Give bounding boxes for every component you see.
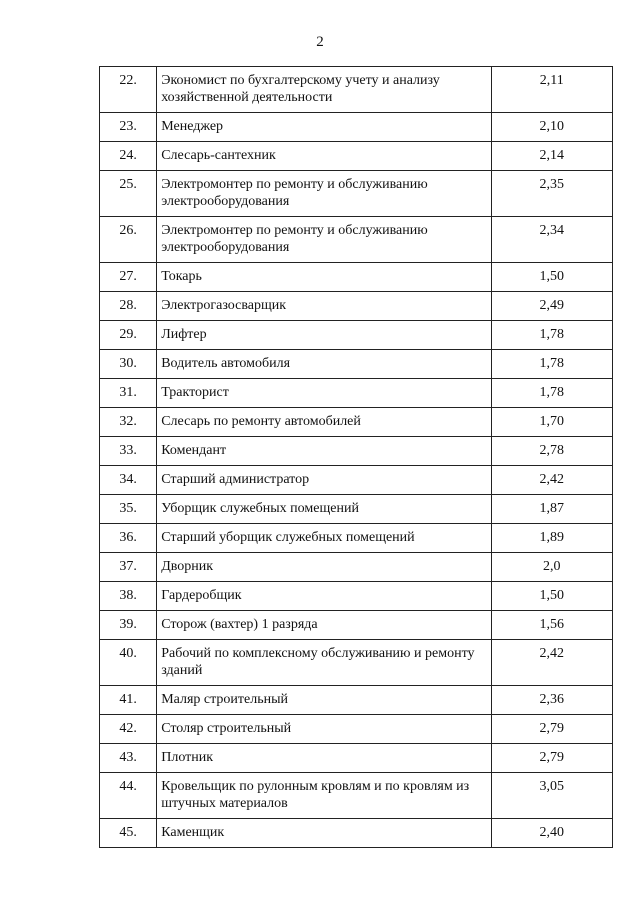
coefficient-cell: 1,87 [491, 495, 612, 524]
row-number-cell: 23. [100, 113, 157, 142]
position-name-cell: Уборщик служебных помещений [157, 495, 491, 524]
row-number-cell: 43. [100, 744, 157, 773]
position-name-cell: Каменщик [157, 819, 491, 848]
row-number-cell: 35. [100, 495, 157, 524]
coefficient-cell: 2,11 [491, 67, 612, 113]
coefficient-cell: 2,49 [491, 292, 612, 321]
position-name-cell: Токарь [157, 263, 491, 292]
position-name-cell: Лифтер [157, 321, 491, 350]
table-row [100, 408, 613, 437]
position-name-cell: Тракторист [157, 379, 491, 408]
table-row [100, 466, 613, 495]
coefficient-cell: 1,56 [491, 611, 612, 640]
coefficient-cell: 1,78 [491, 379, 612, 408]
row-number-cell: 31. [100, 379, 157, 408]
row-number-cell: 37. [100, 553, 157, 582]
table-row [100, 640, 613, 686]
table-row [100, 113, 613, 142]
row-number-cell: 27. [100, 263, 157, 292]
row-number-cell: 45. [100, 819, 157, 848]
table-row [100, 524, 613, 553]
table-row [100, 263, 613, 292]
position-name-cell: Маляр строительный [157, 686, 491, 715]
coefficient-cell: 2,34 [491, 217, 612, 263]
position-name-cell: Слесарь-сантехник [157, 142, 491, 171]
coefficient-cell: 2,78 [491, 437, 612, 466]
table-row [100, 379, 613, 408]
coefficient-cell: 2,40 [491, 819, 612, 848]
table-row [100, 744, 613, 773]
position-name-cell: Слесарь по ремонту автомобилей [157, 408, 491, 437]
position-name-cell: Старший администратор [157, 466, 491, 495]
position-name-cell: Электрогазосварщик [157, 292, 491, 321]
table-row [100, 611, 613, 640]
table-row [100, 321, 613, 350]
position-name-cell: Электромонтер по ремонту и обслуживанию электрооборудования [157, 171, 491, 217]
coefficient-cell: 2,0 [491, 553, 612, 582]
coefficient-cell: 2,10 [491, 113, 612, 142]
coefficient-cell: 1,50 [491, 263, 612, 292]
row-number-cell: 26. [100, 217, 157, 263]
coefficient-cell: 1,78 [491, 350, 612, 379]
coefficient-cell: 3,05 [491, 773, 612, 819]
row-number-cell: 36. [100, 524, 157, 553]
table-row [100, 217, 613, 263]
table-row [100, 67, 613, 113]
coefficient-cell: 2,14 [491, 142, 612, 171]
row-number-cell: 25. [100, 171, 157, 217]
coefficient-cell: 2,42 [491, 466, 612, 495]
position-name-cell: Гардеробщик [157, 582, 491, 611]
coefficient-cell: 1,70 [491, 408, 612, 437]
coefficient-cell: 2,42 [491, 640, 612, 686]
table-row [100, 553, 613, 582]
coefficient-cell: 1,50 [491, 582, 612, 611]
row-number-cell: 40. [100, 640, 157, 686]
position-name-cell: Дворник [157, 553, 491, 582]
page-number: 2 [316, 34, 324, 50]
table-row [100, 350, 613, 379]
coefficient-cell: 2,36 [491, 686, 612, 715]
row-number-cell: 30. [100, 350, 157, 379]
coefficient-cell: 1,78 [491, 321, 612, 350]
row-number-cell: 39. [100, 611, 157, 640]
table-row [100, 171, 613, 217]
row-number-cell: 42. [100, 715, 157, 744]
row-number-cell: 32. [100, 408, 157, 437]
coefficient-cell: 1,89 [491, 524, 612, 553]
table-row [100, 495, 613, 524]
row-number-cell: 38. [100, 582, 157, 611]
position-name-cell: Плотник [157, 744, 491, 773]
row-number-cell: 33. [100, 437, 157, 466]
position-name-cell: Менеджер [157, 113, 491, 142]
positions-table [99, 66, 613, 848]
row-number-cell: 34. [100, 466, 157, 495]
position-name-cell: Комендант [157, 437, 491, 466]
row-number-cell: 28. [100, 292, 157, 321]
row-number-cell: 44. [100, 773, 157, 819]
table-row [100, 142, 613, 171]
position-name-cell: Экономист по бухгалтерскому учету и анализу хозяйственной деятельности [157, 67, 491, 113]
table-row [100, 437, 613, 466]
position-name-cell: Старший уборщик служебных помещений [157, 524, 491, 553]
coefficient-cell: 2,79 [491, 744, 612, 773]
position-name-cell: Сторож (вахтер) 1 разряда [157, 611, 491, 640]
row-number-cell: 22. [100, 67, 157, 113]
table-row [100, 686, 613, 715]
row-number-cell: 29. [100, 321, 157, 350]
position-name-cell: Рабочий по комплексному обслуживанию и ремонту зданий [157, 640, 491, 686]
coefficient-cell: 2,79 [491, 715, 612, 744]
row-number-cell: 41. [100, 686, 157, 715]
coefficient-cell: 2,35 [491, 171, 612, 217]
position-name-cell: Водитель автомобиля [157, 350, 491, 379]
position-name-cell: Электромонтер по ремонту и обслуживанию электрооборудования [157, 217, 491, 263]
table-row [100, 819, 613, 848]
position-name-cell: Кровельщик по рулонным кровлям и по кровлям из штучных материалов [157, 773, 491, 819]
positions-table-body [100, 67, 613, 848]
table-row [100, 773, 613, 819]
row-number-cell: 24. [100, 142, 157, 171]
table-row [100, 292, 613, 321]
table-row [100, 582, 613, 611]
table-row [100, 715, 613, 744]
position-name-cell: Столяр строительный [157, 715, 491, 744]
